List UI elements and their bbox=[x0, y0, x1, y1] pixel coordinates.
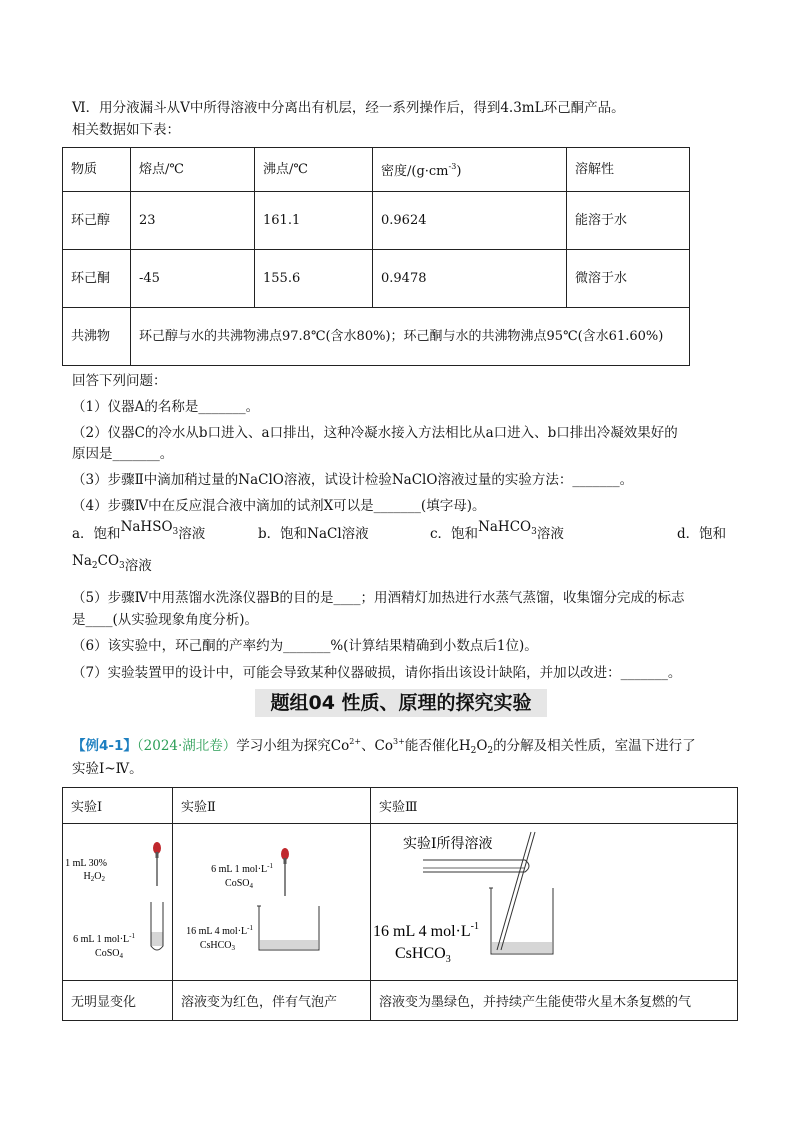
ex-t1: 学习小组为探究Co bbox=[236, 738, 350, 754]
density-unit-close: ) bbox=[456, 164, 462, 179]
example-line-1 bbox=[72, 733, 696, 760]
fig1-bot1: 6 mL 1 $mol\cdot L^{-1}$ bbox=[73, 932, 135, 945]
table-header-row bbox=[63, 148, 690, 192]
option-a-suffix: 溶液 bbox=[178, 526, 206, 542]
ex-sup2: 3+ bbox=[393, 737, 405, 746]
d-f2: CO bbox=[97, 553, 120, 569]
option-c-suffix: 溶液 bbox=[536, 526, 564, 542]
fig1-top1: 1 mL 30% bbox=[65, 858, 107, 869]
exp-result-3: 溶液变为墨绿色，并持续产生能使带火星木条复燃的气 bbox=[371, 981, 738, 1021]
d-f1: Na bbox=[72, 553, 92, 569]
fig2-top1: 6 mL 1 $mol\cdot L^{-1}$ bbox=[211, 862, 273, 875]
ex-t5: 的分解及相关性质，室温下进行了 bbox=[493, 738, 696, 754]
experiment-1-figure bbox=[63, 824, 171, 976]
table-row bbox=[63, 192, 690, 250]
test-tube-icon bbox=[423, 860, 529, 872]
question-1: （1）仪器A的名称是_______。 bbox=[72, 399, 260, 415]
dropper-icon bbox=[153, 842, 161, 886]
option-c-sub: 3 bbox=[531, 527, 537, 537]
exp-figure-1-cell bbox=[63, 824, 173, 981]
question-4: （4）步骤Ⅳ中在反应混合液中滴加的试剂X可以是_______(填字母)。 bbox=[72, 498, 486, 514]
cell-density: 0.9624 bbox=[373, 192, 567, 250]
experiment-2-figure bbox=[173, 824, 369, 976]
cell-azeo-label: 共沸物 bbox=[63, 308, 131, 366]
example-source: （2024·湖北卷） bbox=[136, 738, 237, 754]
experiment-3-figure bbox=[371, 824, 735, 976]
beaker-icon bbox=[257, 906, 319, 950]
option-a-sub: 3 bbox=[172, 527, 179, 537]
cell-bp: 155.6 bbox=[255, 250, 373, 308]
exp-header-3: 实验Ⅲ bbox=[371, 788, 738, 824]
exp-header-2: 实验Ⅱ bbox=[173, 788, 371, 824]
d-s2: 3 bbox=[119, 561, 125, 571]
option-a bbox=[72, 519, 206, 548]
option-d-formula bbox=[72, 553, 152, 580]
option-c bbox=[430, 519, 564, 548]
table-row bbox=[63, 250, 690, 308]
question-5-cont: 是____(从实验现象角度分析)。 bbox=[72, 612, 259, 628]
exp-header-row bbox=[63, 788, 738, 824]
question-6: （6）该实验中，环己酮的产率约为_______%(计算结果精确到小数点后1位)。 bbox=[72, 638, 538, 654]
header-solubility: 溶解性 bbox=[567, 148, 690, 192]
header-boiling: 沸点/℃ bbox=[255, 148, 373, 192]
ex-s1: 2 bbox=[470, 746, 477, 756]
cell-name: 环己醇 bbox=[63, 192, 131, 250]
test-tube-icon bbox=[151, 902, 163, 950]
exp-result-1: 无明显变化 bbox=[63, 981, 173, 1021]
question-7: （7）实验装置甲的设计中，可能会导致某种仪器破损，请你指出该设计缺陷，并加以改进：_______。 bbox=[72, 665, 682, 681]
option-a-formula: NaHSO bbox=[120, 519, 173, 535]
table-row-azeotrope bbox=[63, 308, 690, 366]
cell-mp: 23 bbox=[131, 192, 255, 250]
ex-t3: 能否催化H bbox=[404, 738, 471, 754]
question-2-cont: 原因是_______。 bbox=[72, 446, 174, 462]
dropper-icon bbox=[281, 848, 289, 896]
ex-t2: 、Co bbox=[361, 738, 394, 754]
cell-mp: -45 bbox=[131, 250, 255, 308]
fig3-label: 实验Ⅰ所得溶液 bbox=[403, 837, 493, 852]
experiment-table bbox=[62, 787, 738, 1021]
step6-text: Ⅵ．用分液漏斗从Ⅴ中所得溶液中分离出有机层，经一系列操作后，得到4.3mL环己酮产品。 bbox=[72, 100, 625, 116]
cell-azeo-text: 环己醇与水的共沸物沸点97.8℃(含水80%)；环己酮与水的共沸物沸点95℃(含水61.60%) bbox=[131, 308, 690, 366]
header-melting: 熔点/℃ bbox=[131, 148, 255, 192]
question-3: （3）步骤Ⅱ中滴加稍过量的NaClO溶液，试设计检验NaClO溶液过量的实验方法：_______。 bbox=[72, 472, 634, 488]
ex-sup1: 2+ bbox=[349, 737, 362, 746]
option-c-prefix: c．饱和 bbox=[430, 526, 479, 542]
cell-bp: 161.1 bbox=[255, 192, 373, 250]
question-5: （5）步骤Ⅳ中用蒸馏水洗涤仪器B的目的是____；用酒精灯加热进行水蒸气蒸馏，收集馏分完成的标志 bbox=[72, 590, 685, 606]
fig2-bot1: 16 mL 4 $mol\cdot L^{-1}$ bbox=[186, 924, 253, 937]
option-c-formula: NaHCO bbox=[478, 519, 532, 535]
fig1-bot2: CoSO$_4$ bbox=[95, 948, 123, 960]
exp-figure-row bbox=[63, 824, 738, 981]
exp-result-2: 溶液变为红色，伴有气泡产 bbox=[173, 981, 371, 1021]
exp-figure-3-cell bbox=[371, 824, 738, 981]
properties-table bbox=[62, 147, 690, 366]
exp-result-row bbox=[63, 981, 738, 1021]
ex-s2: 2 bbox=[487, 746, 494, 756]
fig2-bot2: CsHCO$_3$ bbox=[199, 940, 235, 952]
fig3-bot2: CsHCO$_3$ bbox=[395, 945, 451, 965]
header-substance: 物质 bbox=[63, 148, 131, 192]
fig2-top2: CoSO$_4$ bbox=[225, 878, 253, 890]
section-title: 题组04 性质、原理的探究实验 bbox=[255, 689, 547, 717]
glass-rod-icon bbox=[497, 832, 535, 950]
table-intro: 相关数据如下表： bbox=[72, 122, 180, 138]
question-2: （2）仪器C的冷水从b口进入、a口排出，这种冷凝水接入方法相比从a口进入、b口排出冷凝效果好的 bbox=[72, 425, 678, 441]
cell-name: 环己酮 bbox=[63, 250, 131, 308]
exp-figure-2-cell bbox=[173, 824, 371, 981]
density-unit: 密度/(g·cm bbox=[381, 164, 449, 179]
exp-header-1: 实验Ⅰ bbox=[63, 788, 173, 824]
cell-density: 0.9478 bbox=[373, 250, 567, 308]
fig1-top2: $H_2O_2$ bbox=[83, 871, 105, 883]
example-tag: 【例4-1】 bbox=[72, 738, 137, 754]
d-post: 溶液 bbox=[124, 558, 152, 574]
cell-solubility: 微溶于水 bbox=[567, 250, 690, 308]
d-s1: 2 bbox=[91, 561, 98, 571]
cell-solubility: 能溶于水 bbox=[567, 192, 690, 250]
density-unit-sup: -3 bbox=[448, 162, 457, 171]
header-density bbox=[373, 148, 567, 192]
option-a-prefix: a．饱和 bbox=[72, 526, 121, 542]
answer-intro: 回答下列问题： bbox=[72, 373, 167, 389]
example-line-2: 实验Ⅰ~Ⅳ。 bbox=[72, 761, 143, 777]
ex-t4: O bbox=[476, 738, 488, 754]
option-b: b．饱和NaCl溶液 bbox=[258, 526, 369, 542]
fig3-bot1: 16 mL 4 $mol\cdot L^{-1}$ bbox=[373, 921, 479, 940]
option-d: d．饱和 bbox=[677, 526, 727, 542]
